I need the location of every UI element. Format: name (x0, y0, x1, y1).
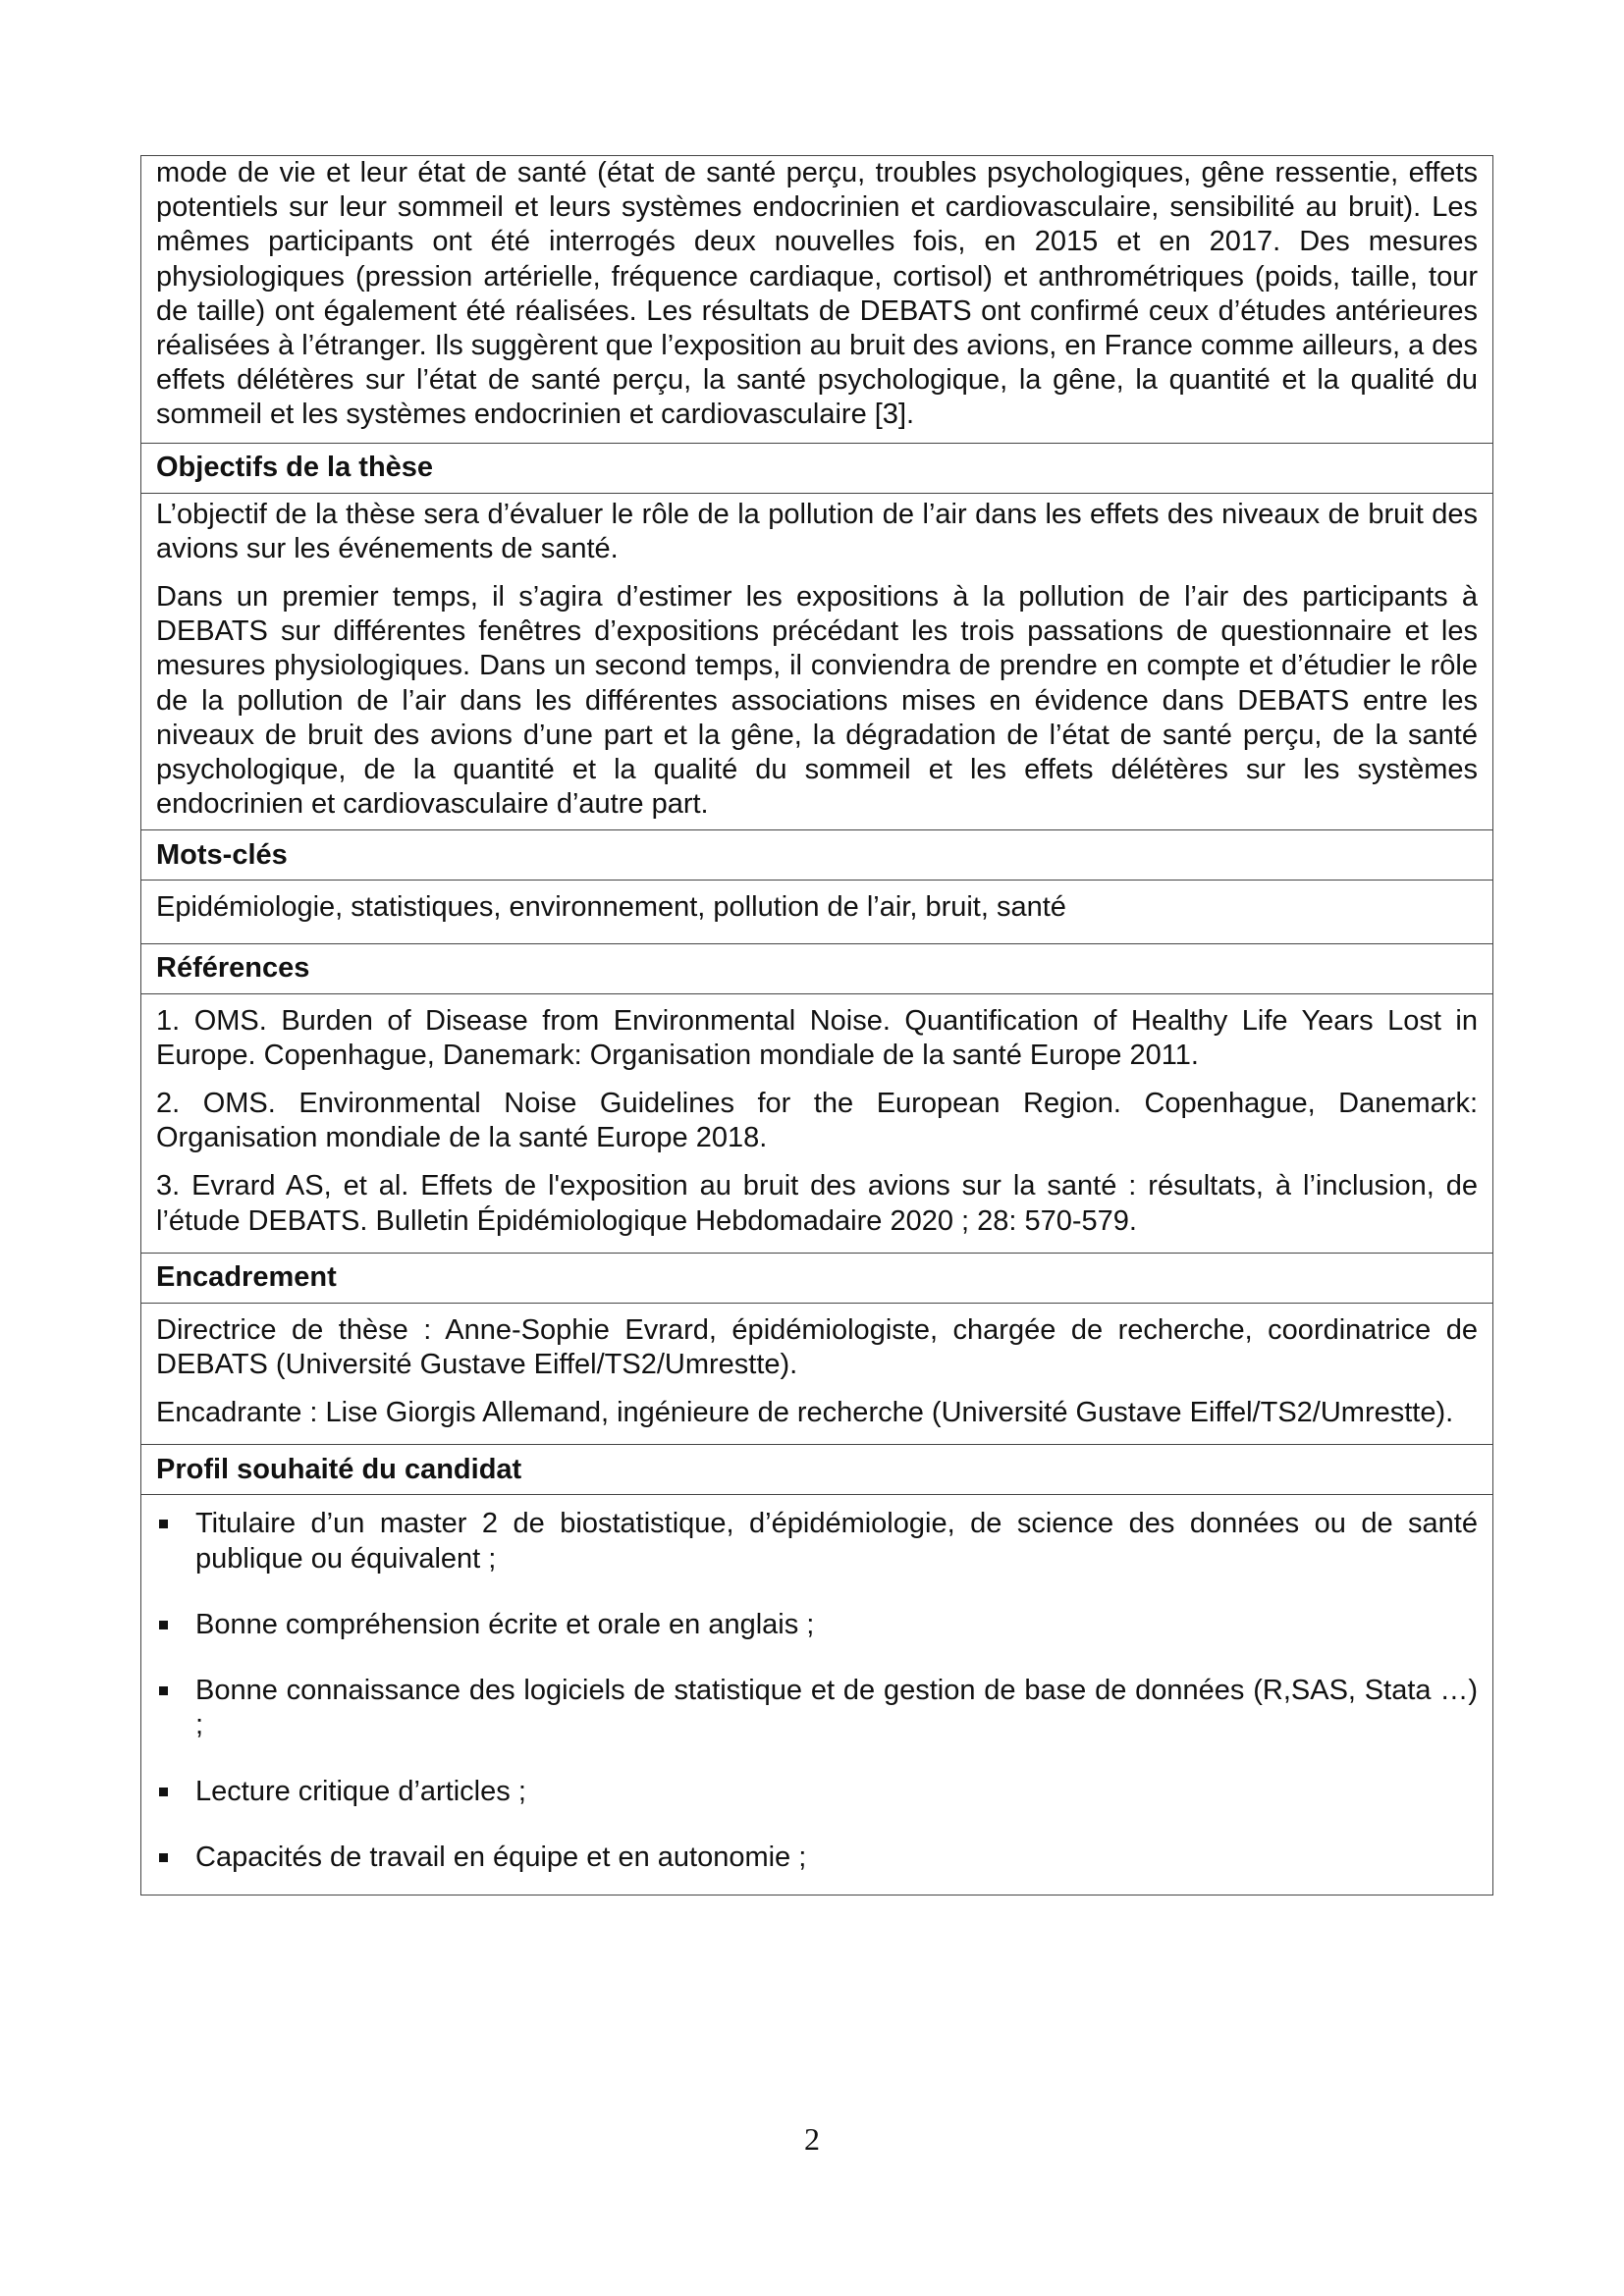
reference-item: 1. OMS. Burden of Disease from Environmental Noise. Quantification of Healthy Life Years Lost in Europe. Copenhague, Danemark: Organisation mondiale de la santé Europe 2011. (156, 1004, 1478, 1071)
supervision-heading: Encadrement (141, 1253, 1492, 1303)
list-item-text: Capacités de travail en équipe et en autonomie ; (195, 1841, 807, 1873)
list-item-text: Bonne compréhension écrite et orale en anglais ; (195, 1608, 815, 1640)
reference-item: 3. Evrard AS, et al. Effets de l'exposition au bruit des avions sur la santé : résultats, à l’inclusion, de l’étude DEBATS. Bulletin Épidémiologique Hebdomadaire 2020 ; 28: 570-579. (156, 1170, 1478, 1237)
objectives-paragraph: Dans un premier temps, il s’agira d’estimer les expositions à la pollution de l’air des participants à DEBATS sur différentes fenêtres d’expositions précédant les trois passations de questionnaire et les mesures physiologiques. Dans un second temps, il conviendra de prendre en compte et d’étudier le rôle de la pollution de l’air dans les différentes associations mises en évidence dans DEBATS entre les niveaux de bruit des avions d’une part et la gêne, la dégradation de l’état de santé perçu, de la santé psychologique, de la quantité et la qualité du sommeil et les effets délétères sur les systèmes endocrinien et cardiovasculaire d’autre part. (156, 581, 1478, 821)
profile-section (141, 1494, 1492, 1894)
references-heading: Références (141, 943, 1492, 993)
square-bullet-icon (159, 1686, 168, 1695)
square-bullet-icon (159, 1788, 168, 1796)
keywords-text: Epidémiologie, statistiques, environnement, pollution de l’air, bruit, santé (156, 891, 1066, 924)
supervision-paragraph: Encadrante : Lise Giorgis Allemand, ingénieure de recherche (Université Gustave Eiffel/TS2/Umrestte). (156, 1397, 1454, 1429)
objectives-section (141, 493, 1492, 830)
profile-heading: Profil souhaité du candidat (141, 1444, 1492, 1494)
list-item (156, 1608, 1478, 1642)
objectives-paragraph: L’objectif de la thèse sera d’évaluer le rôle de la pollution de l’air dans les effets des niveaux de bruit des avions sur les événements de santé. (156, 498, 1478, 564)
list-item (156, 1507, 1478, 1575)
reference-item: 2. OMS. Environmental Noise Guidelines for the European Region. Copenhague, Danemark: Organisation mondiale de la santé Europe 2018. (156, 1088, 1478, 1154)
list-item-text: Bonne connaissance des logiciels de statistique et de gestion de base de données (R,SAS, Stata …) ; (195, 1675, 1478, 1741)
square-bullet-icon (159, 1853, 168, 1862)
objectives-heading: Objectifs de la thèse (141, 443, 1492, 493)
references-section (141, 993, 1492, 1253)
profile-list (156, 1495, 1478, 1894)
square-bullet-icon (159, 1520, 168, 1528)
list-item-text: Titulaire d’un master 2 de biostatistique, d’épidémiologie, de science des données ou de santé publique ou équivalent ; (195, 1508, 1478, 1575)
supervision-section (141, 1303, 1492, 1445)
list-item (156, 1674, 1478, 1742)
page-number: 2 (804, 2121, 820, 2157)
square-bullet-icon (159, 1621, 168, 1629)
list-item (156, 1775, 1478, 1809)
supervision-paragraph: Directrice de thèse : Anne-Sophie Evrard, épidémiologiste, chargée de recherche, coordinatrice de DEBATS (Université Gustave Eiffel/TS2/Umrestte). (156, 1313, 1478, 1381)
intro-section (141, 156, 1492, 443)
intro-paragraph: mode de vie et leur état de santé (état de santé perçu, troubles psychologiques, gêne ressentie, effets potentiels sur leur sommeil et leurs systèmes endocrinien et cardiovasculaire, sensibilité au bruit). Les mêmes participants ont été interrogés deux nouvelles fois, en 2015 et en 2017. Des mesures physiologiques (pression artérielle, fréquence cardiaque, cortisol) et anthrométriques (poids, taille, tour de taille) ont également été réalisées. Les résultats de DEBATS ont confirmé ceux d’études antérieures réalisées à l’étranger. Ils suggèrent que l’exposition au bruit des avions, en France comme ailleurs, a des effets délétères sur l’état de santé perçu, la santé psychologique, la gêne, la quantité et la qualité du sommeil et les systèmes endocrinien et cardiovasculaire [3]. (156, 157, 1479, 431)
keywords-section (141, 880, 1492, 942)
thesis-table (140, 155, 1493, 1896)
list-item-text: Lecture critique d’articles ; (195, 1775, 526, 1807)
list-item (156, 1841, 1478, 1875)
keywords-heading: Mots-clés (141, 829, 1492, 880)
